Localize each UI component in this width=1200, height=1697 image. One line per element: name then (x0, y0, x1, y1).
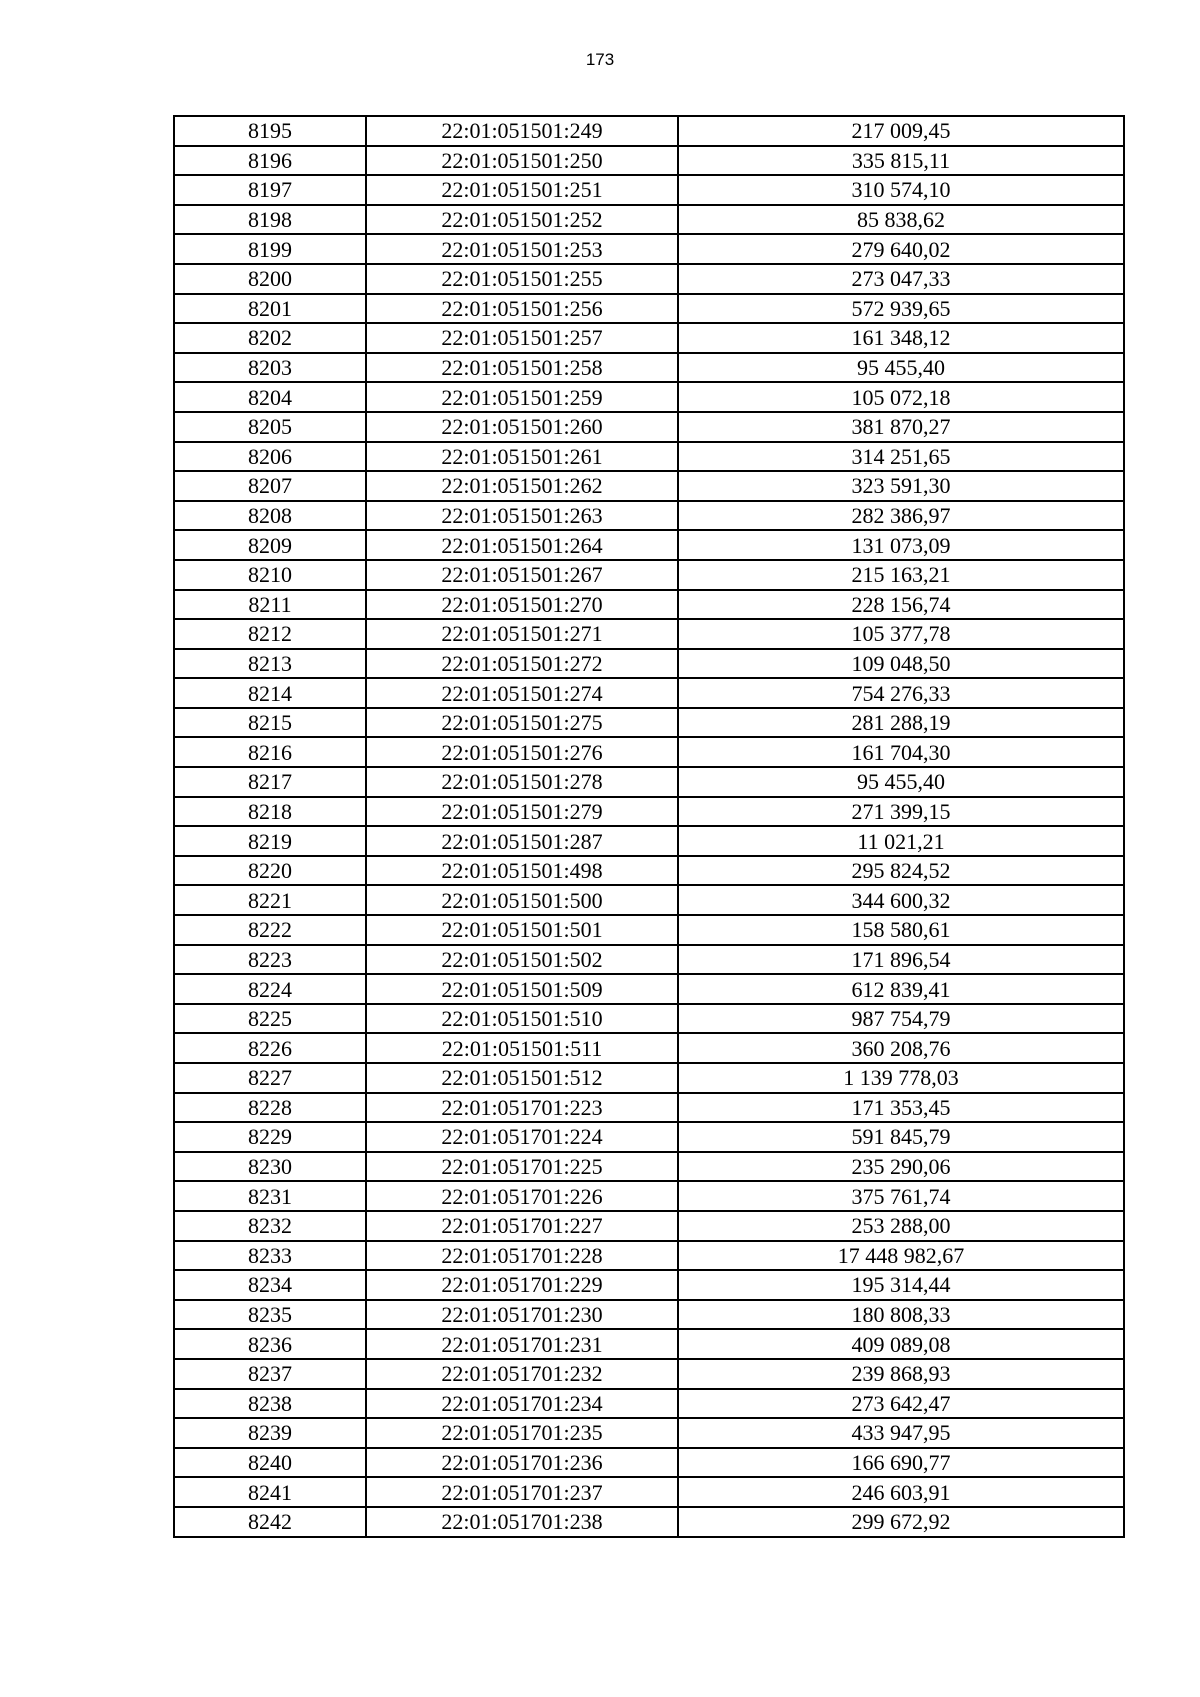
table-row (174, 382, 1124, 412)
table-row (174, 1211, 1124, 1241)
cadastral-number-cell: 22:01:051501:252 (366, 205, 678, 235)
table-row (174, 1507, 1124, 1537)
row-number-cell: 8230 (174, 1152, 366, 1182)
row-number-cell: 8238 (174, 1389, 366, 1419)
value-cell: 335 815,11 (678, 146, 1124, 176)
cadastral-number-cell: 22:01:051501:501 (366, 915, 678, 945)
value-cell: 299 672,92 (678, 1507, 1124, 1537)
value-cell: 381 870,27 (678, 412, 1124, 442)
cadastral-number-cell: 22:01:051701:227 (366, 1211, 678, 1241)
table-row (174, 1300, 1124, 1330)
cadastral-number-cell: 22:01:051701:230 (366, 1300, 678, 1330)
table-row (174, 797, 1124, 827)
value-cell: 235 290,06 (678, 1152, 1124, 1182)
table-row (174, 1477, 1124, 1507)
cadastral-number-cell: 22:01:051701:229 (366, 1270, 678, 1300)
cadastral-value-table (173, 115, 1125, 1538)
cadastral-number-cell: 22:01:051501:259 (366, 382, 678, 412)
row-number-cell: 8236 (174, 1329, 366, 1359)
row-number-cell: 8234 (174, 1270, 366, 1300)
value-cell: 1 139 778,03 (678, 1063, 1124, 1093)
table-row (174, 264, 1124, 294)
cadastral-number-cell: 22:01:051701:237 (366, 1477, 678, 1507)
cadastral-number-cell: 22:01:051501:267 (366, 560, 678, 590)
row-number-cell: 8221 (174, 885, 366, 915)
table-row (174, 708, 1124, 738)
table-row (174, 826, 1124, 856)
row-number-cell: 8219 (174, 826, 366, 856)
row-number-cell: 8226 (174, 1033, 366, 1063)
value-cell: 273 047,33 (678, 264, 1124, 294)
value-cell: 433 947,95 (678, 1418, 1124, 1448)
cadastral-number-cell: 22:01:051501:512 (366, 1063, 678, 1093)
table-row (174, 116, 1124, 146)
value-cell: 375 761,74 (678, 1181, 1124, 1211)
cadastral-number-cell: 22:01:051501:271 (366, 619, 678, 649)
row-number-cell: 8220 (174, 856, 366, 886)
table-row (174, 1093, 1124, 1123)
cadastral-number-cell: 22:01:051701:226 (366, 1181, 678, 1211)
value-cell: 95 455,40 (678, 767, 1124, 797)
value-cell: 282 386,97 (678, 501, 1124, 531)
table-row (174, 590, 1124, 620)
cadastral-number-cell: 22:01:051501:251 (366, 175, 678, 205)
cadastral-number-cell: 22:01:051501:272 (366, 649, 678, 679)
value-cell: 171 896,54 (678, 945, 1124, 975)
cadastral-number-cell: 22:01:051501:287 (366, 826, 678, 856)
value-cell: 310 574,10 (678, 175, 1124, 205)
cadastral-number-cell: 22:01:051701:231 (366, 1329, 678, 1359)
value-cell: 158 580,61 (678, 915, 1124, 945)
row-number-cell: 8196 (174, 146, 366, 176)
row-number-cell: 8237 (174, 1359, 366, 1389)
row-number-cell: 8198 (174, 205, 366, 235)
table-row (174, 649, 1124, 679)
row-number-cell: 8216 (174, 737, 366, 767)
row-number-cell: 8209 (174, 530, 366, 560)
row-number-cell: 8233 (174, 1241, 366, 1271)
row-number-cell: 8224 (174, 974, 366, 1004)
table-row (174, 1270, 1124, 1300)
row-number-cell: 8199 (174, 234, 366, 264)
table-row (174, 1152, 1124, 1182)
value-cell: 228 156,74 (678, 590, 1124, 620)
row-number-cell: 8232 (174, 1211, 366, 1241)
cadastral-number-cell: 22:01:051501:260 (366, 412, 678, 442)
table-row (174, 234, 1124, 264)
row-number-cell: 8242 (174, 1507, 366, 1537)
row-number-cell: 8218 (174, 797, 366, 827)
cadastral-number-cell: 22:01:051501:249 (366, 116, 678, 146)
cadastral-number-cell: 22:01:051701:236 (366, 1448, 678, 1478)
table-row (174, 737, 1124, 767)
value-cell: 131 073,09 (678, 530, 1124, 560)
cadastral-number-cell: 22:01:051501:255 (366, 264, 678, 294)
cadastral-number-cell: 22:01:051501:256 (366, 294, 678, 324)
cadastral-number-cell: 22:01:051501:279 (366, 797, 678, 827)
cadastral-number-cell: 22:01:051501:270 (366, 590, 678, 620)
value-cell: 17 448 982,67 (678, 1241, 1124, 1271)
cadastral-number-cell: 22:01:051501:278 (366, 767, 678, 797)
cadastral-number-cell: 22:01:051501:511 (366, 1033, 678, 1063)
cadastral-number-cell: 22:01:051701:224 (366, 1122, 678, 1152)
value-cell: 591 845,79 (678, 1122, 1124, 1152)
cadastral-number-cell: 22:01:051701:232 (366, 1359, 678, 1389)
table-row (174, 294, 1124, 324)
row-number-cell: 8202 (174, 323, 366, 353)
table-row (174, 442, 1124, 472)
value-cell: 323 591,30 (678, 471, 1124, 501)
value-cell: 105 377,78 (678, 619, 1124, 649)
value-cell: 217 009,45 (678, 116, 1124, 146)
value-cell: 281 288,19 (678, 708, 1124, 738)
value-cell: 253 288,00 (678, 1211, 1124, 1241)
value-cell: 109 048,50 (678, 649, 1124, 679)
value-cell: 246 603,91 (678, 1477, 1124, 1507)
cadastral-number-cell: 22:01:051701:238 (366, 1507, 678, 1537)
value-cell: 409 089,08 (678, 1329, 1124, 1359)
table-row (174, 501, 1124, 531)
row-number-cell: 8225 (174, 1004, 366, 1034)
value-cell: 612 839,41 (678, 974, 1124, 1004)
row-number-cell: 8211 (174, 590, 366, 620)
cadastral-number-cell: 22:01:051501:257 (366, 323, 678, 353)
cadastral-number-cell: 22:01:051501:276 (366, 737, 678, 767)
table-row (174, 175, 1124, 205)
row-number-cell: 8200 (174, 264, 366, 294)
value-cell: 279 640,02 (678, 234, 1124, 264)
table-row (174, 856, 1124, 886)
value-cell: 161 704,30 (678, 737, 1124, 767)
row-number-cell: 8203 (174, 353, 366, 383)
table-row (174, 619, 1124, 649)
row-number-cell: 8241 (174, 1477, 366, 1507)
table-row (174, 560, 1124, 590)
value-cell: 105 072,18 (678, 382, 1124, 412)
cadastral-number-cell: 22:01:051501:510 (366, 1004, 678, 1034)
cadastral-number-cell: 22:01:051701:228 (366, 1241, 678, 1271)
page-number: 173 (585, 50, 615, 69)
table-row (174, 1448, 1124, 1478)
value-cell: 314 251,65 (678, 442, 1124, 472)
table-row (174, 353, 1124, 383)
value-cell: 171 353,45 (678, 1093, 1124, 1123)
cadastral-number-cell: 22:01:051501:253 (366, 234, 678, 264)
row-number-cell: 8207 (174, 471, 366, 501)
table-row (174, 1241, 1124, 1271)
value-cell: 215 163,21 (678, 560, 1124, 590)
table-row (174, 1418, 1124, 1448)
value-cell: 344 600,32 (678, 885, 1124, 915)
row-number-cell: 8223 (174, 945, 366, 975)
value-cell: 85 838,62 (678, 205, 1124, 235)
value-cell: 572 939,65 (678, 294, 1124, 324)
cadastral-number-cell: 22:01:051701:223 (366, 1093, 678, 1123)
value-cell: 239 868,93 (678, 1359, 1124, 1389)
cadastral-number-cell: 22:01:051501:275 (366, 708, 678, 738)
row-number-cell: 8222 (174, 915, 366, 945)
cadastral-number-cell: 22:01:051501:502 (366, 945, 678, 975)
value-cell: 295 824,52 (678, 856, 1124, 886)
table-row (174, 885, 1124, 915)
value-cell: 360 208,76 (678, 1033, 1124, 1063)
row-number-cell: 8205 (174, 412, 366, 442)
cadastral-number-cell: 22:01:051501:250 (366, 146, 678, 176)
row-number-cell: 8215 (174, 708, 366, 738)
row-number-cell: 8240 (174, 1448, 366, 1478)
table-row (174, 205, 1124, 235)
table-row (174, 1389, 1124, 1419)
row-number-cell: 8212 (174, 619, 366, 649)
table-body (174, 116, 1124, 1537)
table-row (174, 471, 1124, 501)
row-number-cell: 8204 (174, 382, 366, 412)
table-row (174, 1329, 1124, 1359)
table-row (174, 915, 1124, 945)
value-cell: 195 314,44 (678, 1270, 1124, 1300)
cadastral-number-cell: 22:01:051501:264 (366, 530, 678, 560)
value-cell: 273 642,47 (678, 1389, 1124, 1419)
table-row (174, 1181, 1124, 1211)
table-row (174, 678, 1124, 708)
table-row (174, 412, 1124, 442)
value-cell: 987 754,79 (678, 1004, 1124, 1034)
table-row (174, 945, 1124, 975)
row-number-cell: 8201 (174, 294, 366, 324)
row-number-cell: 8213 (174, 649, 366, 679)
row-number-cell: 8228 (174, 1093, 366, 1123)
cadastral-number-cell: 22:01:051501:258 (366, 353, 678, 383)
table-row (174, 146, 1124, 176)
cadastral-number-cell: 22:01:051501:274 (366, 678, 678, 708)
value-cell: 180 808,33 (678, 1300, 1124, 1330)
row-number-cell: 8197 (174, 175, 366, 205)
cadastral-number-cell: 22:01:051501:261 (366, 442, 678, 472)
value-cell: 271 399,15 (678, 797, 1124, 827)
table-row (174, 1359, 1124, 1389)
value-cell: 95 455,40 (678, 353, 1124, 383)
cadastral-number-cell: 22:01:051501:500 (366, 885, 678, 915)
cadastral-number-cell: 22:01:051501:263 (366, 501, 678, 531)
row-number-cell: 8235 (174, 1300, 366, 1330)
cadastral-number-cell: 22:01:051501:498 (366, 856, 678, 886)
value-cell: 161 348,12 (678, 323, 1124, 353)
row-number-cell: 8195 (174, 116, 366, 146)
table-row (174, 1063, 1124, 1093)
value-cell: 166 690,77 (678, 1448, 1124, 1478)
table-row (174, 767, 1124, 797)
row-number-cell: 8214 (174, 678, 366, 708)
row-number-cell: 8206 (174, 442, 366, 472)
row-number-cell: 8231 (174, 1181, 366, 1211)
cadastral-number-cell: 22:01:051501:509 (366, 974, 678, 1004)
row-number-cell: 8229 (174, 1122, 366, 1152)
row-number-cell: 8239 (174, 1418, 366, 1448)
row-number-cell: 8210 (174, 560, 366, 590)
table-row (174, 530, 1124, 560)
row-number-cell: 8217 (174, 767, 366, 797)
table-row (174, 974, 1124, 1004)
table-row (174, 1004, 1124, 1034)
table-row (174, 323, 1124, 353)
row-number-cell: 8208 (174, 501, 366, 531)
cadastral-number-cell: 22:01:051501:262 (366, 471, 678, 501)
table-row (174, 1033, 1124, 1063)
value-cell: 754 276,33 (678, 678, 1124, 708)
cadastral-number-cell: 22:01:051701:235 (366, 1418, 678, 1448)
cadastral-number-cell: 22:01:051701:234 (366, 1389, 678, 1419)
table-row (174, 1122, 1124, 1152)
row-number-cell: 8227 (174, 1063, 366, 1093)
value-cell: 11 021,21 (678, 826, 1124, 856)
cadastral-number-cell: 22:01:051701:225 (366, 1152, 678, 1182)
